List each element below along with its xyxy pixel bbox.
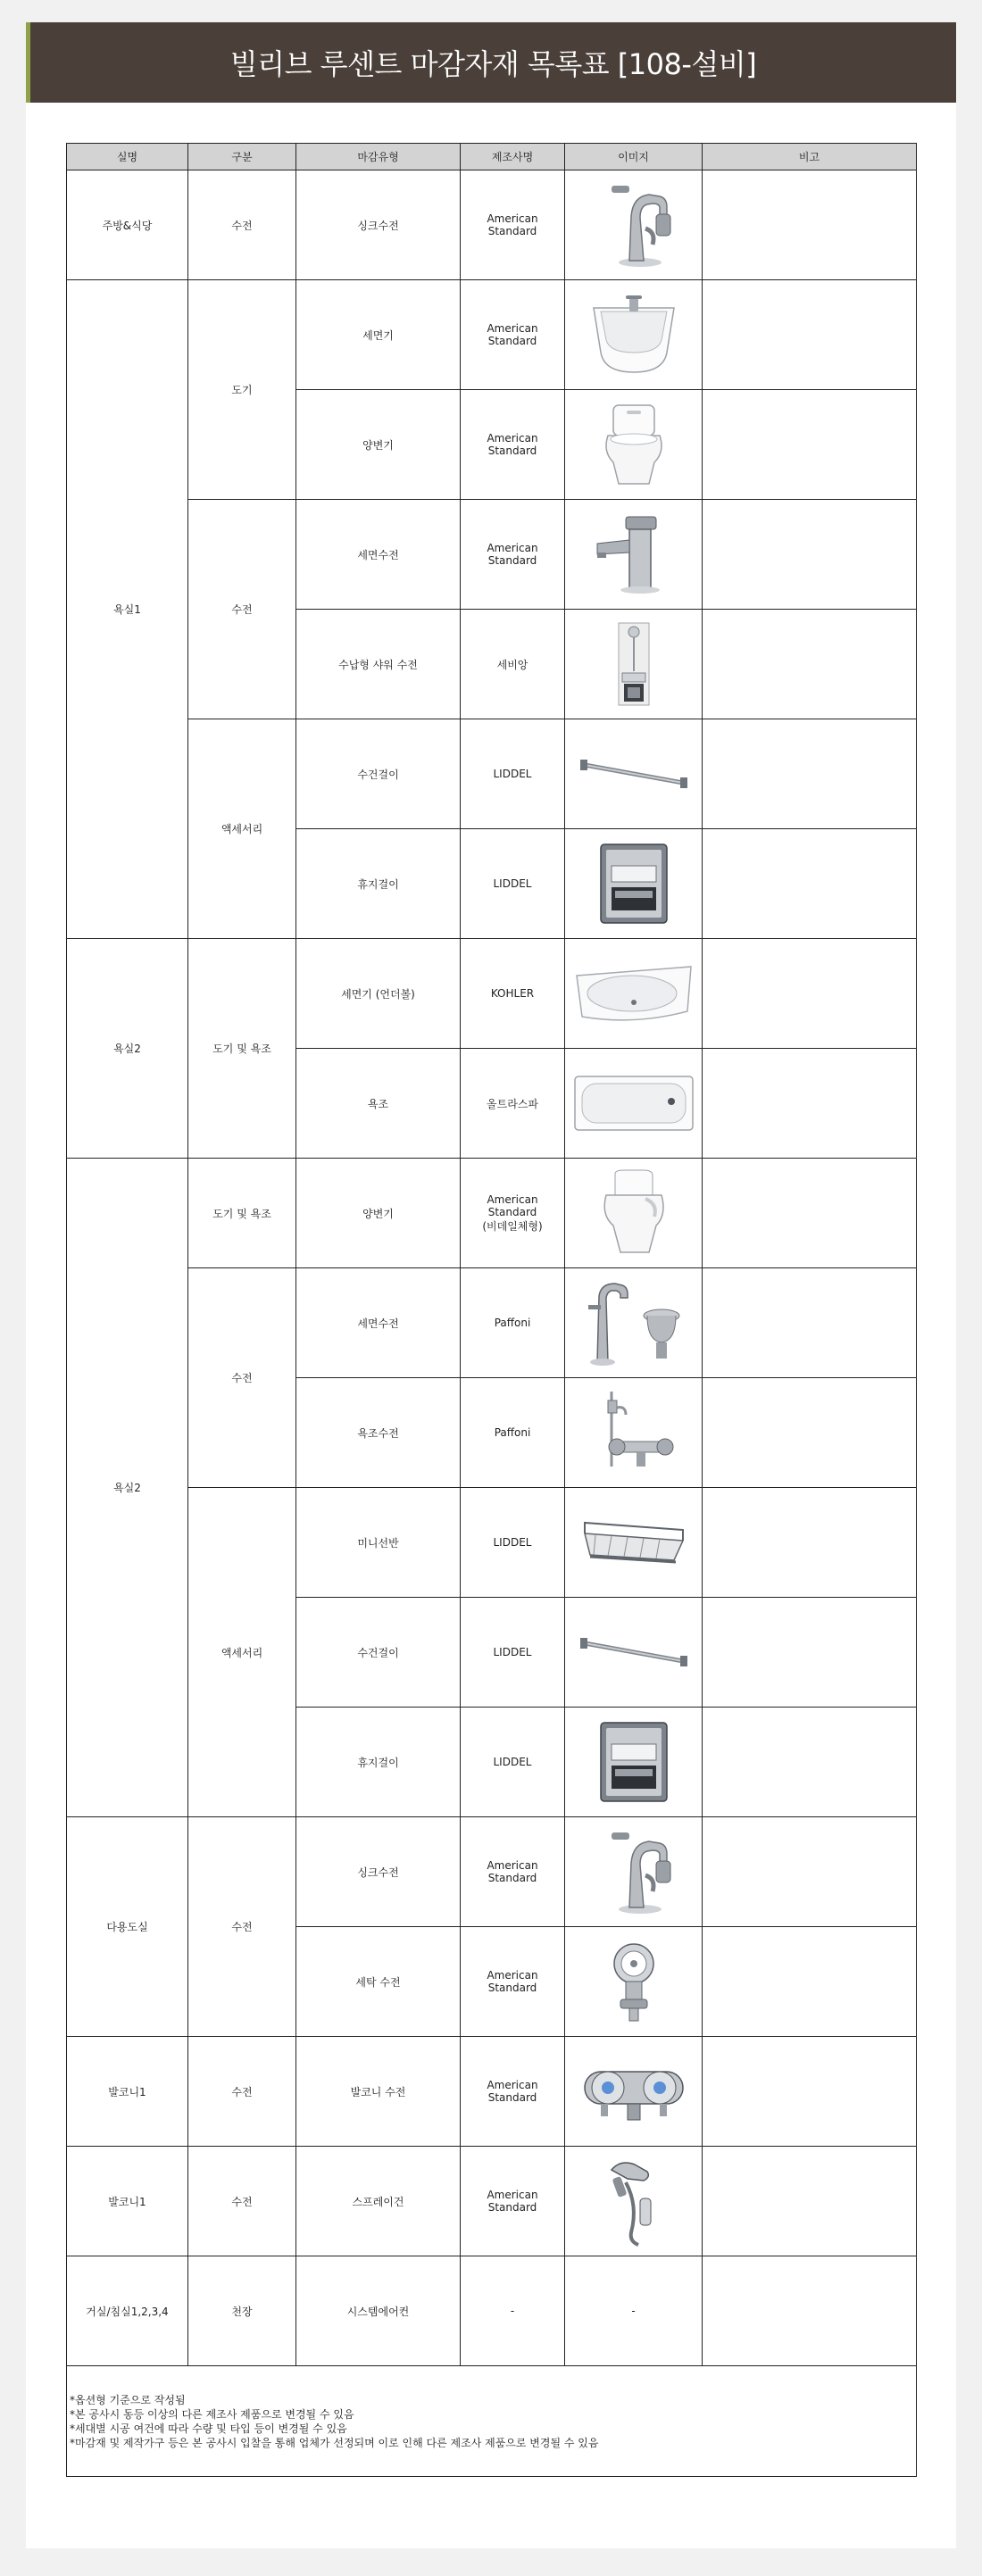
table-row <box>67 1817 917 1927</box>
notes-cell <box>67 2366 917 2477</box>
product-image-cell <box>565 1598 703 1708</box>
balcony-faucet-image <box>565 2047 702 2136</box>
maker-name: American Standard <box>487 2189 538 2214</box>
category-cell: 수전 <box>188 1268 296 1488</box>
remarks-cell <box>703 1268 917 1378</box>
maker-name: LIDDEL <box>493 877 532 890</box>
finish-type-cell: 세면수전 <box>296 500 461 610</box>
notes-row <box>67 2366 917 2477</box>
maker-cell <box>461 939 565 1049</box>
table-header-row <box>67 144 917 170</box>
table-row <box>67 1159 917 1268</box>
maker-name: American Standard <box>487 322 538 347</box>
note-line: *마감재 및 제작가구 등은 본 공사시 입찰을 통해 업체가 선정되며 이로 인해 다른 제조사 제품으로 변경될 수 있음 <box>70 2436 599 2449</box>
product-image-cell <box>565 2256 703 2366</box>
product-image-cell <box>565 390 703 500</box>
maker-name: American Standard <box>487 542 538 567</box>
col-header-maker: 제조사명 <box>461 144 565 170</box>
product-image-cell <box>565 1488 703 1598</box>
maker-cell <box>461 390 565 500</box>
product-image-cell <box>565 1817 703 1927</box>
category-cell: 수전 <box>188 500 296 719</box>
table-row <box>67 500 917 610</box>
room-name-cell: 욕실2 <box>67 1159 188 1817</box>
product-image-cell <box>565 1378 703 1488</box>
remarks-cell <box>703 1927 917 2037</box>
wall-basin-image <box>565 290 702 379</box>
category-cell: 수전 <box>188 2147 296 2256</box>
maker-cell <box>461 1708 565 1817</box>
maker-name: American Standard <box>487 212 538 237</box>
remarks-cell <box>703 1708 917 1817</box>
finish-type-cell: 세면기 (언더볼) <box>296 939 461 1049</box>
product-image-cell <box>565 939 703 1049</box>
bathtub-image <box>565 1068 702 1139</box>
table-row <box>67 2147 917 2256</box>
table-row <box>67 2037 917 2147</box>
table-row <box>67 2256 917 2366</box>
maker-cell <box>461 719 565 829</box>
finish-type-cell: 싱크수전 <box>296 1817 461 1927</box>
table-row <box>67 280 917 390</box>
room-name-cell: 거실/침실1,2,3,4 <box>67 2256 188 2366</box>
product-image-cell <box>565 1708 703 1817</box>
product-image-cell <box>565 610 703 719</box>
category-cell: 도기 및 욕조 <box>188 1159 296 1268</box>
remarks-cell <box>703 610 917 719</box>
maker-name: LIDDEL <box>493 768 532 780</box>
category-cell: 액세서리 <box>188 1488 296 1817</box>
document-sheet <box>26 22 956 2548</box>
maker-name: Paffoni <box>494 1426 531 1439</box>
table-row <box>67 1488 917 1598</box>
maker-name: - <box>510 2305 515 2317</box>
undermount-basin-image <box>565 958 702 1029</box>
maker-cell <box>461 1598 565 1708</box>
finish-type-cell: 시스템에어컨 <box>296 2256 461 2366</box>
finish-materials-table <box>66 143 917 2477</box>
category-cell: 도기 <box>188 280 296 500</box>
pull-out-sink-faucet-image <box>565 180 702 270</box>
paper-holder-image <box>565 1717 702 1807</box>
maker-name: American Standard <box>487 1192 538 1218</box>
category-cell: 수전 <box>188 170 296 280</box>
finish-type-cell: 세면수전 <box>296 1268 461 1378</box>
bidet-toilet-image <box>565 1168 702 1258</box>
col-header-room: 실명 <box>67 144 188 170</box>
note-line: *세대별 시공 여건에 따라 수량 및 타입 등이 변경될 수 있음 <box>70 2422 347 2435</box>
room-name-cell: 욕실2 <box>67 939 188 1159</box>
basin-faucet-with-drain-image <box>565 1278 702 1367</box>
maker-name: American Standard <box>487 1859 538 1884</box>
finish-type-cell: 스프레이건 <box>296 2147 461 2256</box>
col-header-category: 구분 <box>188 144 296 170</box>
product-image-cell <box>565 280 703 390</box>
remarks-cell <box>703 390 917 500</box>
product-image-cell <box>565 719 703 829</box>
product-image-cell <box>565 170 703 280</box>
towel-bar-image <box>565 1625 702 1679</box>
product-image-cell <box>565 1268 703 1378</box>
room-name-cell: 발코니1 <box>67 2037 188 2147</box>
col-header-finish-type: 마감유형 <box>296 144 461 170</box>
finish-type-cell: 세탁 수전 <box>296 1927 461 2037</box>
maker-name: American Standard <box>487 1969 538 1994</box>
finish-type-cell: 미니선반 <box>296 1488 461 1598</box>
product-image-cell <box>565 829 703 939</box>
table-row <box>67 939 917 1049</box>
finish-type-cell: 싱크수전 <box>296 170 461 280</box>
remarks-cell <box>703 2256 917 2366</box>
room-name-cell: 다용도실 <box>67 1817 188 2037</box>
note-line: *옵션형 기준으로 작성됨 <box>70 2393 186 2406</box>
maker-cell <box>461 2256 565 2366</box>
product-image-cell <box>565 1927 703 2037</box>
maker-name: American Standard <box>487 2079 538 2104</box>
maker-name: Paffoni <box>494 1317 531 1329</box>
category-cell: 액세서리 <box>188 719 296 939</box>
maker-cell <box>461 1159 565 1268</box>
shower-storage-panel-image <box>565 619 702 709</box>
room-name-cell: 욕실1 <box>67 280 188 939</box>
finish-type-cell: 수납형 샤워 수전 <box>296 610 461 719</box>
finish-type-cell: 발코니 수전 <box>296 2037 461 2147</box>
thermostatic-bath-faucet-image <box>565 1388 702 1477</box>
category-cell: 수전 <box>188 2037 296 2147</box>
finish-type-cell: 욕조 <box>296 1049 461 1159</box>
maker-cell <box>461 1268 565 1378</box>
maker-name: American Standard <box>487 432 538 457</box>
maker-cell <box>461 170 565 280</box>
maker-name: LIDDEL <box>493 1756 532 1768</box>
maker-cell <box>461 1378 565 1488</box>
table-row <box>67 719 917 829</box>
maker-cell <box>461 1817 565 1927</box>
maker-cell <box>461 829 565 939</box>
table-row <box>67 170 917 280</box>
product-image-cell <box>565 2147 703 2256</box>
maker-cell <box>461 610 565 719</box>
product-image-cell <box>565 2037 703 2147</box>
maker-cell <box>461 1927 565 2037</box>
finish-type-cell: 세면기 <box>296 280 461 390</box>
remarks-cell <box>703 1488 917 1598</box>
maker-note: (비데일체형) <box>482 1219 543 1233</box>
mini-shelf-image <box>565 1507 702 1578</box>
remarks-cell <box>703 939 917 1049</box>
maker-cell <box>461 500 565 610</box>
maker-cell <box>461 1049 565 1159</box>
remarks-cell <box>703 1159 917 1268</box>
remarks-cell <box>703 2147 917 2256</box>
washing-faucet-image <box>565 1937 702 2026</box>
product-image-cell <box>565 1049 703 1159</box>
product-image-cell <box>565 1159 703 1268</box>
finish-type-cell: 욕조수전 <box>296 1378 461 1488</box>
col-header-image: 이미지 <box>565 144 703 170</box>
paper-holder-image <box>565 839 702 928</box>
category-cell: 천장 <box>188 2256 296 2366</box>
towel-bar-image <box>565 747 702 801</box>
maker-name: 올트라스파 <box>487 1097 538 1110</box>
remarks-cell <box>703 1378 917 1488</box>
remarks-cell <box>703 1598 917 1708</box>
basin-faucet-image <box>565 510 702 599</box>
remarks-cell <box>703 1049 917 1159</box>
remarks-cell <box>703 2037 917 2147</box>
maker-name: 세비앙 <box>496 658 528 671</box>
page-title: 빌리브 루센트 마감자재 목록표 [108-설비] <box>26 22 956 103</box>
remarks-cell <box>703 500 917 610</box>
finish-type-cell: 양변기 <box>296 1159 461 1268</box>
col-header-remarks: 비고 <box>703 144 917 170</box>
maker-cell <box>461 1488 565 1598</box>
pull-out-sink-faucet-image <box>565 1827 702 1916</box>
spray-gun-image <box>565 2152 702 2250</box>
finish-type-cell: 휴지걸이 <box>296 1708 461 1817</box>
one-piece-toilet-image <box>565 400 702 489</box>
maker-cell <box>461 2037 565 2147</box>
remarks-cell <box>703 280 917 390</box>
room-name-cell: 발코니1 <box>67 2147 188 2256</box>
remarks-cell <box>703 719 917 829</box>
table-row <box>67 1268 917 1378</box>
product-image-cell <box>565 500 703 610</box>
remarks-cell <box>703 170 917 280</box>
maker-cell <box>461 2147 565 2256</box>
room-name-cell: 주방&식당 <box>67 170 188 280</box>
maker-name: LIDDEL <box>493 1646 532 1658</box>
category-cell: 도기 및 욕조 <box>188 939 296 1159</box>
remarks-cell <box>703 1817 917 1927</box>
image-placeholder-text: - <box>631 2305 636 2317</box>
maker-name: LIDDEL <box>493 1536 532 1549</box>
remarks-cell <box>703 829 917 939</box>
note-line: *본 공사시 동등 이상의 다른 제조사 제품으로 변경될 수 있음 <box>70 2407 354 2421</box>
maker-name: KOHLER <box>490 987 535 1000</box>
finish-type-cell: 수건걸이 <box>296 1598 461 1708</box>
maker-cell <box>461 280 565 390</box>
finish-type-cell: 양변기 <box>296 390 461 500</box>
category-cell: 수전 <box>188 1817 296 2037</box>
finish-type-cell: 수건걸이 <box>296 719 461 829</box>
finish-type-cell: 휴지걸이 <box>296 829 461 939</box>
